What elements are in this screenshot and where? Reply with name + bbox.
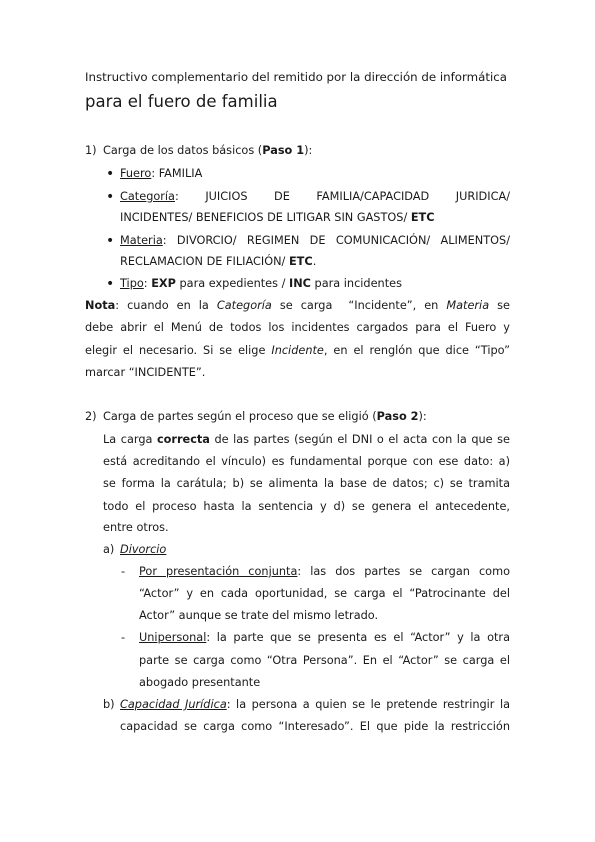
b-line2: capacidad se carga como “Interesado”. El que pide la restricción: [120, 720, 510, 733]
nota-text: : cuando en la: [115, 299, 217, 312]
tipo-sep: :: [143, 277, 152, 290]
tipo-text-end: para incidentes: [310, 277, 402, 290]
bullet-icon: •: [106, 189, 115, 205]
section2-heading-bold: Paso 2: [376, 410, 419, 423]
dash-icon: -: [121, 631, 126, 644]
nota-categoria: Categoría: [216, 299, 272, 312]
categoria-etc: ETC: [410, 211, 435, 224]
materia-end: .: [312, 255, 317, 268]
fuero-line: [120, 164, 202, 184]
b-line1: [120, 695, 510, 715]
nota-materia: Materia: [446, 299, 490, 312]
nota-label: Nota: [85, 299, 116, 312]
tipo-line: [120, 274, 402, 294]
nota-incidente: Incidente: [271, 344, 324, 357]
a1-line2: “Actor” y en cada oportunidad, se carga el “Patrocinante del: [139, 587, 510, 600]
section2-para-line4: todo el proceso hasta la sentencia y d) se genera el antecedente,: [103, 500, 510, 513]
dash-icon: -: [121, 565, 126, 578]
nota-text: elegir el necesario. Si se elige: [85, 344, 272, 357]
materia-line1-rest: : DIVORCIO/ REGIMEN DE COMUNICACIÓN/ ALIMENTOS/: [162, 234, 510, 247]
b-title: Capacidad Jurídica: [120, 698, 227, 711]
item-b-label: b): [103, 698, 115, 711]
materia-etc: ETC: [288, 255, 313, 268]
tipo-inc: INC: [288, 277, 311, 290]
tipo-label: Tipo: [120, 277, 144, 290]
b-text: : la persona a quien se le pretende restringir la: [226, 698, 511, 711]
section2-heading-post: ):: [418, 410, 427, 423]
nota-line1: [85, 296, 510, 316]
para-text: de las partes (según el DNI o el acta con la que se: [209, 433, 510, 446]
tipo-text: para expedientes /: [175, 277, 289, 290]
fuero-label: Fuero: [120, 167, 152, 180]
categoria-line1: [120, 187, 510, 207]
section2-para-line3: se forma la carátula; b) se alimenta la base de datos; c) se tramita: [103, 477, 510, 490]
section2-para-line2: está acreditando el vínculo) es fundamental porque con ese dato: a): [103, 455, 510, 468]
section2-number: 2): [85, 410, 97, 423]
materia-line2-text: RECLAMACION DE FILIACIÓN/: [120, 255, 289, 268]
categoria-line1-rest: : JUICIOS DE FAMILIA/CAPACIDAD JURIDICA/: [174, 190, 510, 203]
section1-heading-bold: Paso 1: [262, 144, 305, 157]
section2-heading: [103, 407, 427, 427]
materia-line2: [120, 252, 316, 272]
section2-para-line5: entre otros.: [103, 521, 169, 534]
section2-para-line1: [103, 430, 510, 450]
a2-line1: [139, 628, 510, 648]
nota-text: se: [489, 299, 510, 312]
nota-line4: marcar “INCIDENTE”.: [85, 366, 206, 379]
bullet-icon: •: [106, 233, 115, 249]
section1-heading: [103, 141, 312, 161]
nota-text: , en el renglón que dice “Tipo”: [323, 344, 510, 357]
section2-heading-pre: Carga de partes según el proceso que se eligió (: [103, 410, 377, 423]
bullet-icon: •: [106, 166, 115, 182]
bullet-icon: •: [106, 276, 115, 292]
section1-heading-post: ):: [304, 144, 313, 157]
section1-heading-pre: Carga de los datos básicos (: [103, 144, 263, 157]
a1-line1: [139, 562, 510, 582]
item-a-label: a): [103, 543, 115, 556]
section1-number: 1): [85, 144, 97, 157]
categoria-line2-text: INCIDENTES/ BENEFICIOS DE LITIGAR SIN GASTOS/: [120, 211, 411, 224]
a1-text: : las dos partes se cargan como: [297, 565, 510, 578]
document-title-line2: para el fuero de familia: [85, 92, 278, 111]
a2-label: Unipersonal: [139, 631, 207, 644]
item-a-title: Divorcio: [120, 543, 167, 556]
para-bold: correcta: [156, 433, 210, 446]
categoria-line2: [120, 208, 435, 228]
fuero-value: : FAMILIA: [151, 167, 203, 180]
nota-line2: debe abrir el Menú de todos los incidentes cargados para el Fuero y: [85, 321, 510, 334]
materia-label: Materia: [120, 234, 163, 247]
nota-text: se carga “Incidente”, en: [271, 299, 447, 312]
a2-line3: abogado presentante: [139, 676, 261, 689]
a1-line3: Actor” aunque se trate del mismo letrado.: [139, 609, 379, 622]
materia-line1: [120, 231, 510, 251]
tipo-exp: EXP: [151, 277, 176, 290]
a2-text: : la parte que se presenta es el “Actor” y la otra: [206, 631, 510, 644]
nota-line3: [85, 341, 510, 361]
a1-label: Por presentación conjunta: [139, 565, 298, 578]
document-title-line1: Instructivo complementario del remitido por la dirección de informática: [85, 70, 508, 84]
para-text: La carga: [103, 433, 157, 446]
categoria-label: Categoría: [120, 190, 175, 203]
a2-line2: parte se carga como “Otra Persona”. En el “Actor” se carga el: [139, 654, 510, 667]
